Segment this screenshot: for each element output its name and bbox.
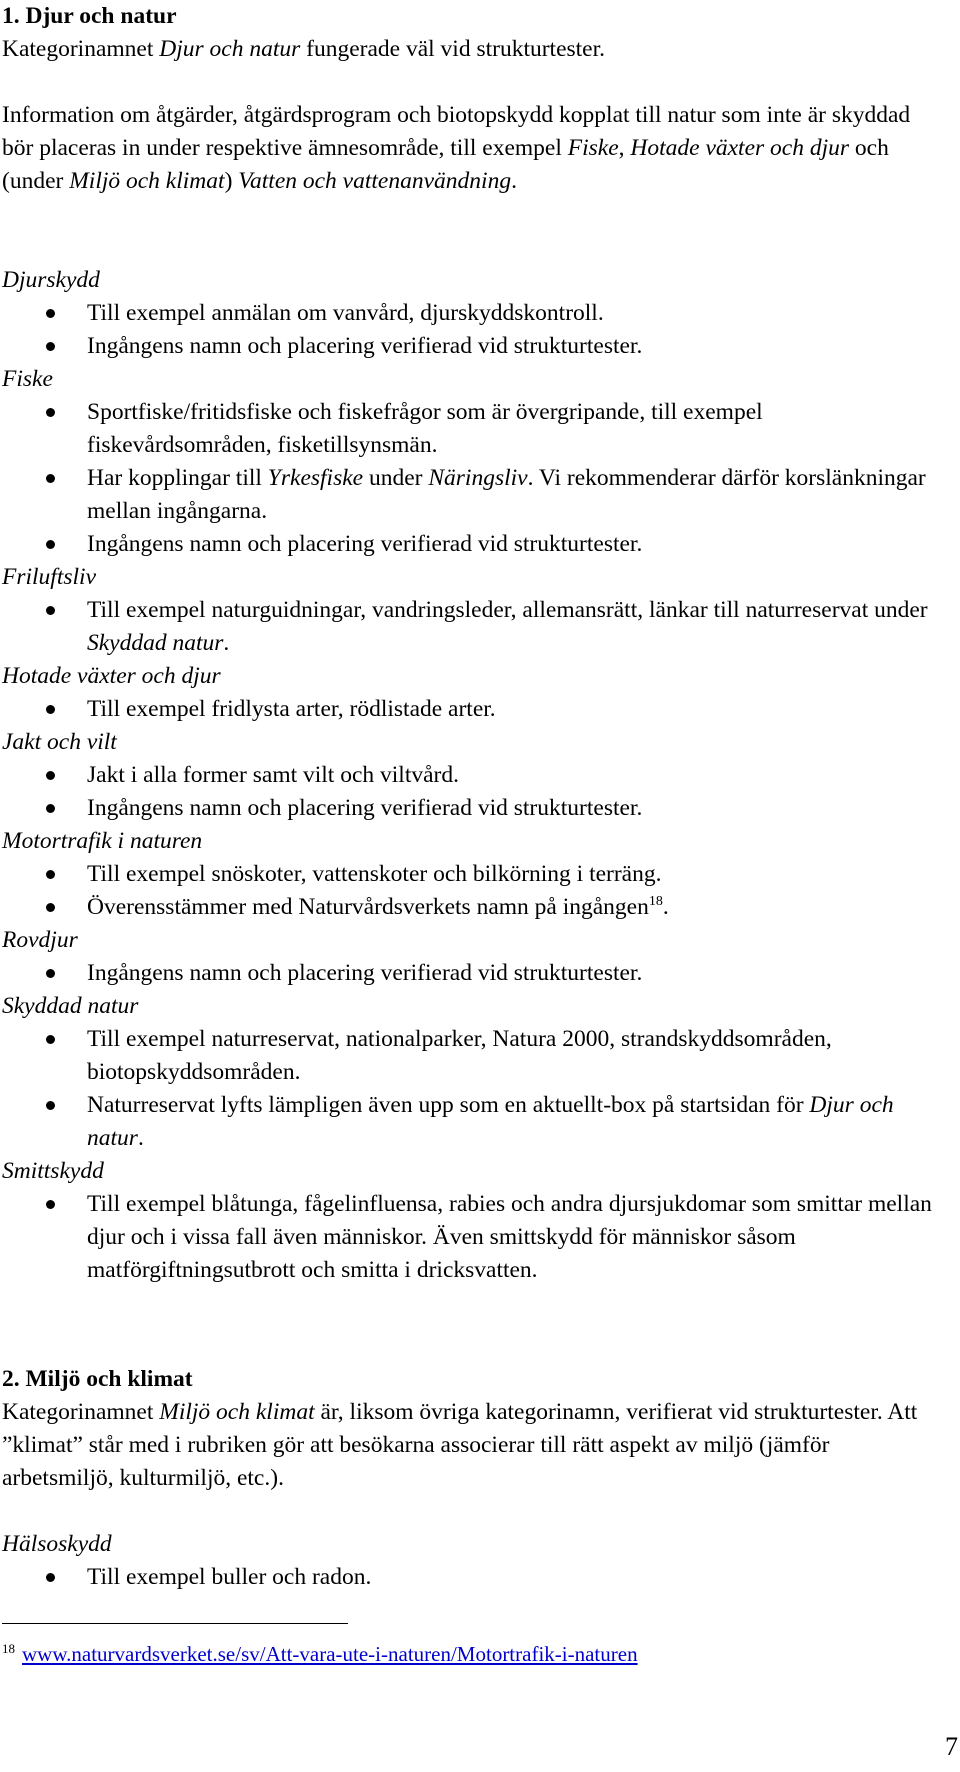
list-item xyxy=(2,594,942,660)
rovdjur-list xyxy=(2,957,942,990)
section-1-intro xyxy=(2,33,942,66)
item-text: Naturreservat lyfts lämpligen även upp som en aktuellt-box på startsidan för xyxy=(87,1092,810,1118)
list-item: Till exempel fridlysta arter, rödlistade arter. xyxy=(2,693,942,726)
info-text: . xyxy=(511,168,517,194)
info-text: , xyxy=(618,135,631,161)
information-paragraph xyxy=(2,99,942,198)
section-2-heading: 2. Miljö och klimat xyxy=(2,1366,193,1392)
info-emphasis: Vatten och vattenanvändning xyxy=(238,168,512,194)
intro-emphasis: Djur och natur xyxy=(159,36,301,62)
info-text: och (under xyxy=(2,135,889,194)
halsoskydd-list xyxy=(2,1561,942,1594)
section-2-intro xyxy=(2,1396,942,1495)
category-fiske: Fiske xyxy=(2,366,53,392)
item-emphasis: Skyddad natur xyxy=(87,630,224,656)
footnote xyxy=(2,1640,638,1668)
intro-text-end: fungerade väl vid strukturtester. xyxy=(300,36,606,62)
category-list xyxy=(2,264,942,1287)
section-1 xyxy=(2,0,942,66)
info-text: Information om åtgärder, åtgärdsprogram och biotopskydd kopplat till natur som inte är skyddad bör placeras in under respektive ämnesområde, till exempel xyxy=(2,102,911,161)
list-item xyxy=(2,462,942,528)
section-1-heading: 1. Djur och natur xyxy=(2,3,177,29)
footnote-link[interactable]: www.naturvardsverket.se/sv/Att-vara-ute-i-naturen/Motortrafik-i-naturen xyxy=(22,1642,638,1666)
category-smittskydd: Smittskydd xyxy=(2,1158,104,1184)
category-friluftsliv: Friluftsliv xyxy=(2,564,96,590)
section-1-information xyxy=(2,99,942,198)
footnote-reference[interactable]: 18 xyxy=(648,894,663,909)
intro-text-end: är, liksom övriga kategorinamn, verifierat vid strukturtester. Att ”klimat” står med i rubriken gör att besökarna associerar till rätt aspekt av miljö (jämför arbetsmiljö, kulturmiljö, etc.). xyxy=(2,1399,918,1491)
item-emphasis: Djur och natur xyxy=(87,1092,894,1151)
list-item: Ingångens namn och placering verifierad vid strukturtester. xyxy=(2,957,942,990)
list-item: Ingångens namn och placering verifierad vid strukturtester. xyxy=(2,792,942,825)
smittskydd-list xyxy=(2,1188,942,1287)
category-djurskydd: Djurskydd xyxy=(2,267,100,293)
item-text: . Vi rekommenderar därför korslänkningar mellan ingångarna. xyxy=(87,465,926,524)
item-text: . xyxy=(137,1125,144,1151)
list-item: Ingångens namn och placering verifierad vid strukturtester. xyxy=(2,528,942,561)
list-item: Till exempel snöskoter, vattenskoter och bilkörning i terräng. xyxy=(2,858,942,891)
friluftsliv-list xyxy=(2,594,942,660)
motortrafik-list xyxy=(2,858,942,924)
info-emphasis: Fiske xyxy=(567,135,619,161)
list-item: Jakt i alla former samt vilt och viltvård. xyxy=(2,759,942,792)
category-hotade: Hotade växter och djur xyxy=(2,663,221,689)
list-item xyxy=(2,891,942,924)
item-text: . xyxy=(662,894,669,920)
item-text: under xyxy=(363,465,429,491)
category-rovdjur: Rovdjur xyxy=(2,927,78,953)
page-number: 7 xyxy=(945,1732,958,1761)
intro-text: Kategorinamnet xyxy=(2,1399,160,1425)
hotade-list xyxy=(2,693,942,726)
djurskydd-list xyxy=(2,297,942,363)
item-text: Har kopplingar till xyxy=(87,465,268,491)
intro-emphasis: Miljö och klimat xyxy=(159,1399,315,1425)
section-2 xyxy=(2,1363,942,1495)
footnote-number: 18 xyxy=(2,1641,15,1656)
halsoskydd-block xyxy=(2,1528,942,1594)
info-emphasis: Hotade växter och djur xyxy=(630,135,850,161)
list-item: Till exempel naturreservat, nationalparker, Natura 2000, strandskyddsområden, biotopskyddsområden. xyxy=(2,1023,942,1089)
list-item: Ingångens namn och placering verifierad vid strukturtester. xyxy=(2,330,942,363)
item-emphasis: Yrkesfiske xyxy=(267,465,364,491)
category-skyddad: Skyddad natur xyxy=(2,993,139,1019)
item-text: Till exempel naturguidningar, vandringsleder, allemansrätt, länkar till naturreservat under xyxy=(87,597,928,623)
intro-text: Kategorinamnet xyxy=(2,36,160,62)
footnote-separator xyxy=(2,1623,348,1624)
info-text: ) xyxy=(224,168,239,194)
list-item: Sportfiske/fritidsfiske och fiskefrågor som är övergripande, till exempel fiskevårdsområden, fisketillsynsmän. xyxy=(2,396,942,462)
list-item: Till exempel anmälan om vanvård, djurskyddskontroll. xyxy=(2,297,942,330)
category-halsoskydd: Hälsoskydd xyxy=(2,1531,112,1557)
jakt-list xyxy=(2,759,942,825)
item-emphasis: Näringsliv xyxy=(428,465,528,491)
fiske-list xyxy=(2,396,942,561)
item-text: . xyxy=(223,630,230,656)
category-jakt: Jakt och vilt xyxy=(2,729,117,755)
list-item: Till exempel blåtunga, fågelinfluensa, rabies och andra djursjukdomar som smittar mellan djur och i vissa fall även människor. Även smittskydd för människor såsom matförgiftningsutbrott och smitta i dricksvatten. xyxy=(2,1188,942,1287)
list-item: Till exempel buller och radon. xyxy=(2,1561,942,1594)
item-text: Överensstämmer med Naturvårdsverkets namn på ingången xyxy=(87,894,649,920)
list-item xyxy=(2,1089,942,1155)
category-motortrafik: Motortrafik i naturen xyxy=(2,828,203,854)
info-emphasis: Miljö och klimat xyxy=(69,168,225,194)
skyddad-list xyxy=(2,1023,942,1155)
